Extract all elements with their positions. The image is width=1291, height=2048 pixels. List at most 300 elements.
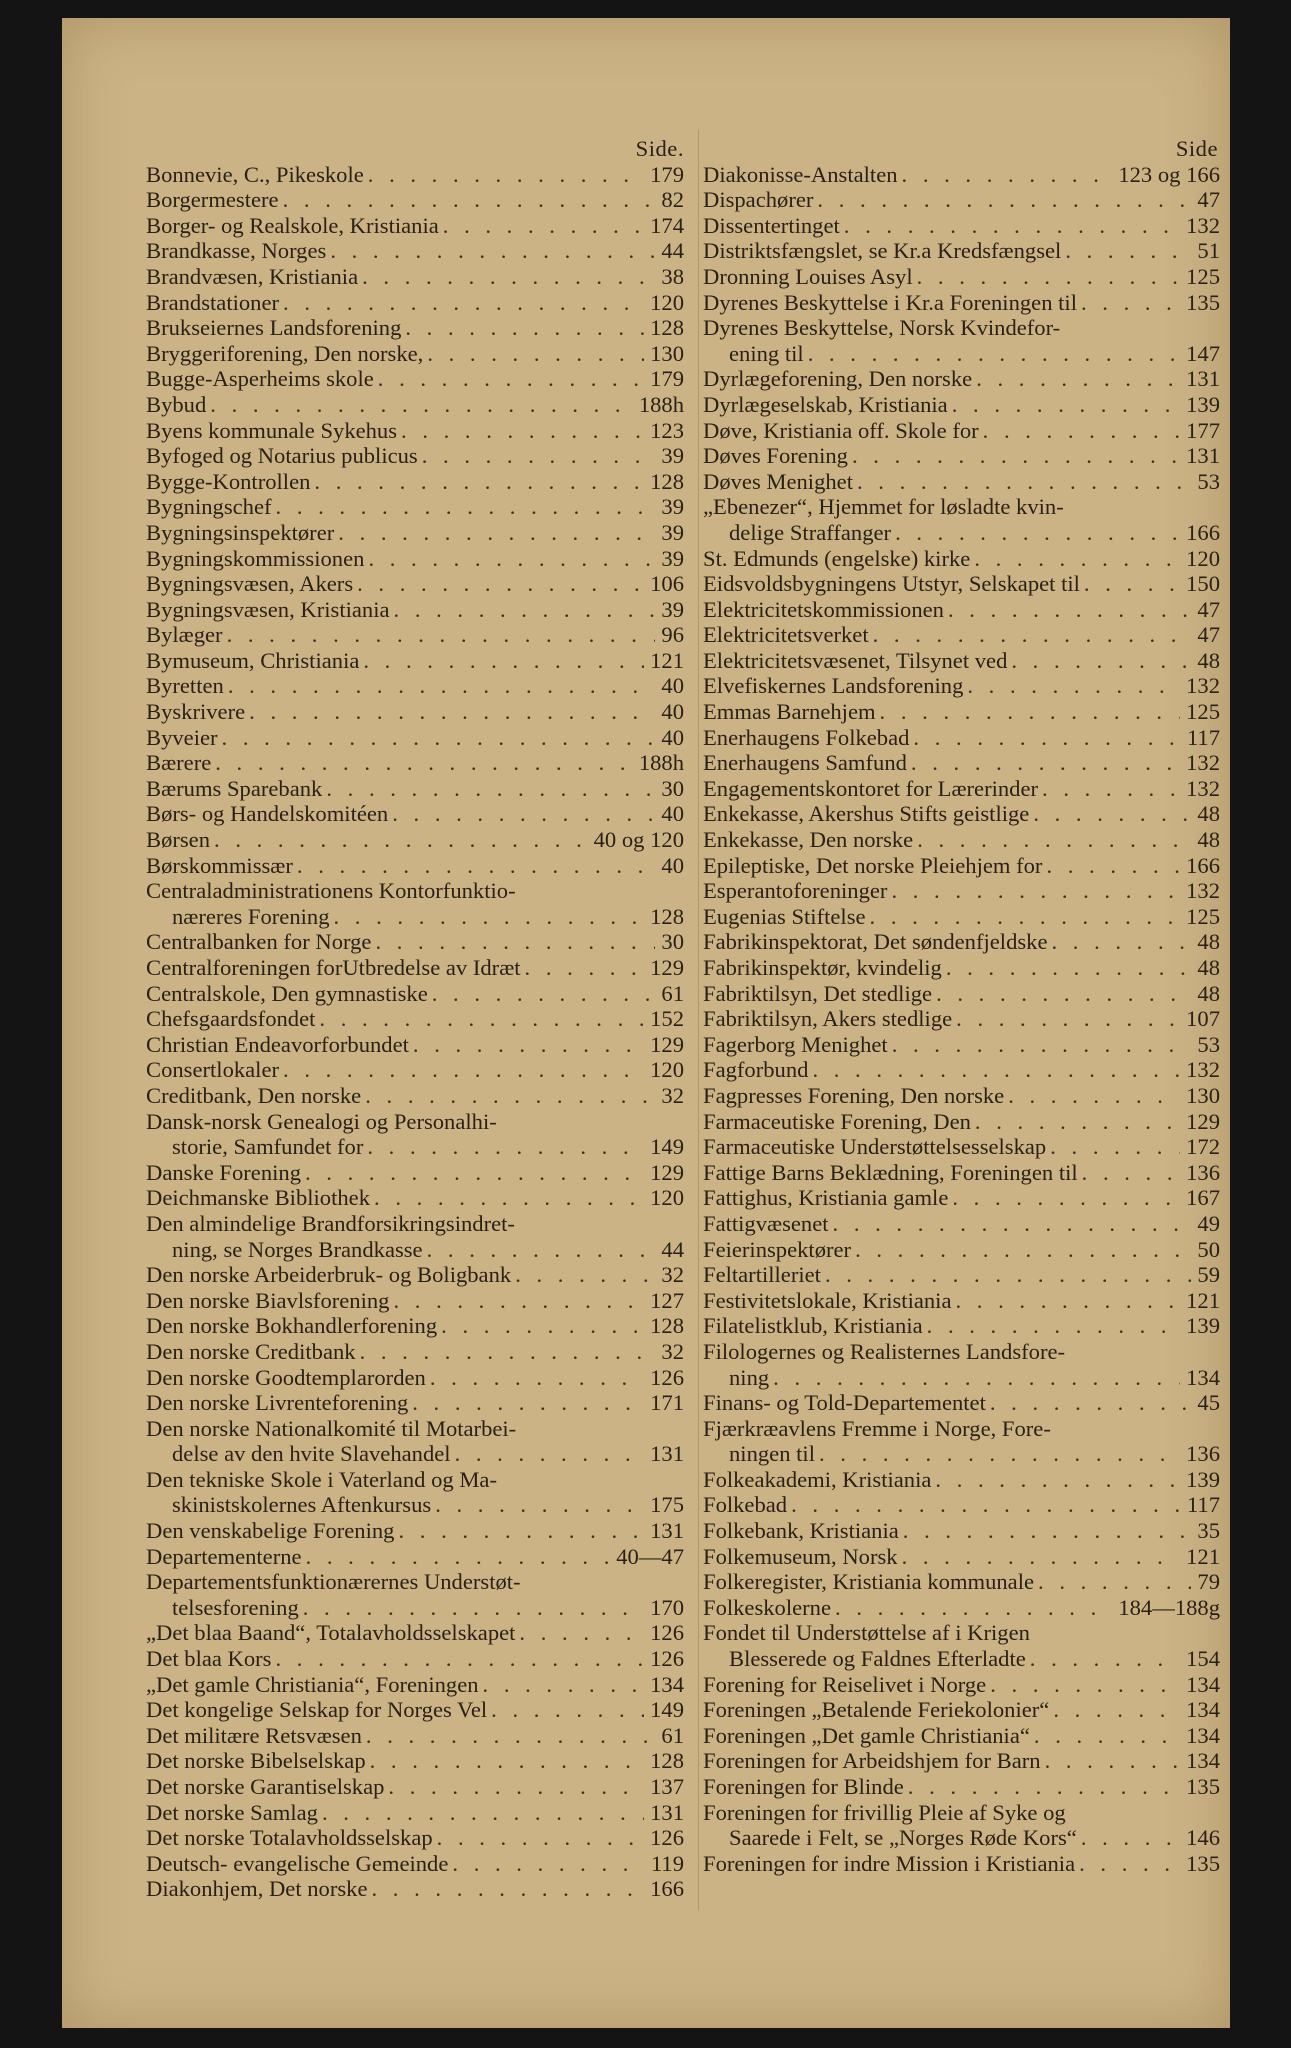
dot-leader bbox=[787, 1492, 1181, 1518]
index-entry bbox=[703, 1083, 1222, 1109]
index-entry bbox=[703, 1697, 1222, 1723]
index-entry bbox=[703, 955, 1222, 981]
index-entry-name: Det norske Samlag bbox=[146, 1799, 318, 1825]
index-entry bbox=[146, 469, 692, 495]
index-entry-name: Det kongelige Selskap for Norges Vel bbox=[146, 1697, 488, 1723]
index-entry-line bbox=[703, 1185, 1222, 1211]
index-entry-name: Døve, Kristiania off. Skole for bbox=[703, 417, 979, 443]
index-entry-name: Bygningskommissionen bbox=[146, 545, 365, 571]
index-page-number: 179 bbox=[650, 161, 684, 187]
index-entry-line bbox=[146, 315, 692, 341]
index-entry-line bbox=[703, 597, 1222, 623]
index-entry bbox=[146, 1825, 692, 1851]
index-entry bbox=[146, 1032, 692, 1058]
index-entry bbox=[703, 1109, 1222, 1135]
index-page-number: 139 bbox=[1186, 1313, 1220, 1339]
dot-leader bbox=[931, 1467, 1180, 1493]
index-entry bbox=[146, 571, 692, 597]
index-entry-continuation bbox=[703, 341, 1222, 367]
index-entry bbox=[703, 853, 1222, 879]
index-entry-continuation bbox=[703, 1441, 1222, 1467]
index-entry bbox=[703, 699, 1222, 725]
index-page-number: 50 bbox=[1197, 1236, 1220, 1262]
index-entry-line bbox=[703, 1569, 1222, 1595]
index-entry-name: Elvefiskernes Landsforening bbox=[703, 673, 964, 699]
index-entry-line bbox=[703, 1390, 1222, 1416]
index-entry bbox=[146, 1876, 692, 1902]
index-entry bbox=[703, 1288, 1222, 1314]
dot-leader bbox=[318, 1800, 644, 1826]
index-page-number: 120 bbox=[650, 1185, 684, 1211]
dot-leader bbox=[948, 1185, 1180, 1211]
index-page-number: 130 bbox=[650, 340, 684, 366]
index-entry-name: Centralskole, Den gymnastiske bbox=[146, 980, 428, 1006]
index-entry bbox=[146, 315, 692, 341]
index-entry-line bbox=[703, 213, 1222, 239]
index-entry-line bbox=[703, 1697, 1222, 1723]
index-entry bbox=[146, 673, 692, 699]
index-entry-name: Feltartilleriet bbox=[703, 1262, 821, 1288]
index-page-number: 136 bbox=[1186, 1441, 1220, 1467]
dot-leader bbox=[1077, 290, 1180, 316]
index-page-number: 45 bbox=[1197, 1390, 1220, 1416]
index-page-number: 126 bbox=[650, 1825, 684, 1851]
dot-leader bbox=[887, 878, 1180, 904]
dot-leader bbox=[1080, 571, 1180, 597]
index-entry-line bbox=[146, 1313, 692, 1339]
index-page-number: 152 bbox=[650, 1006, 684, 1032]
index-entry-name: Diakonisse-Anstalten bbox=[703, 161, 898, 187]
index-entry-name: Elektricitetskommissionen bbox=[703, 596, 944, 622]
index-page-number: 126 bbox=[650, 1364, 684, 1390]
index-entry-line bbox=[703, 162, 1222, 188]
index-entry-name: Bylæger bbox=[146, 622, 223, 648]
left-entry-list bbox=[146, 162, 692, 1902]
index-entry-line bbox=[146, 213, 692, 239]
index-entry-line bbox=[146, 878, 692, 904]
index-page-number: 40 bbox=[661, 724, 684, 750]
index-page-number: 96 bbox=[661, 622, 684, 648]
index-entry-name: Den norske Biavlsforening bbox=[146, 1287, 390, 1313]
index-entry bbox=[703, 801, 1222, 827]
dot-leader bbox=[515, 1620, 644, 1646]
index-entry-line bbox=[146, 1083, 692, 1109]
index-entry-name: Bugge-Asperheims skole bbox=[146, 366, 374, 392]
index-entry bbox=[146, 1288, 692, 1314]
index-entry-name: Fabrikinspektorat, Det søndenfjeldske bbox=[703, 929, 1048, 955]
index-page-number: 134 bbox=[1186, 1671, 1220, 1697]
index-entry bbox=[146, 392, 692, 418]
index-entry-name: Dronning Louises Asyl bbox=[703, 263, 913, 289]
dot-leader bbox=[326, 238, 655, 264]
index-entry-name: delse av den hvite Slavehandel bbox=[172, 1441, 451, 1467]
dot-leader bbox=[302, 1544, 611, 1570]
index-entry bbox=[146, 546, 692, 572]
dot-leader bbox=[979, 418, 1180, 444]
index-entry-line bbox=[703, 622, 1222, 648]
index-entry-line bbox=[146, 1185, 692, 1211]
index-entry-name: Brandvæsen, Kristiania bbox=[146, 263, 359, 289]
index-entry bbox=[703, 213, 1222, 239]
index-entry-name: Foreningen for indre Mission i Kristiania bbox=[703, 1850, 1076, 1876]
index-entry-name: Enkekasse, Akershus Stifts geistlige bbox=[703, 801, 1030, 827]
index-entry bbox=[146, 238, 692, 264]
index-entry-name: Den almindelige Brandforsikringsindret- bbox=[146, 1210, 515, 1236]
index-entry-name: Bygningsinspektører bbox=[146, 519, 335, 545]
index-entry-line bbox=[146, 546, 692, 572]
index-entry-name: Eidsvoldsbygningens Utstyr, Selskapet til bbox=[703, 571, 1080, 597]
index-entry-line bbox=[703, 1313, 1222, 1339]
index-entry bbox=[703, 366, 1222, 392]
index-entry bbox=[703, 1237, 1222, 1263]
index-page-number: 44 bbox=[661, 1236, 684, 1262]
index-entry-line bbox=[146, 1032, 692, 1058]
index-entry-name: „Ebenezer“, Hjemmet for løsladte kvin- bbox=[703, 494, 1064, 520]
index-entry-name: Folkemuseum, Norsk bbox=[703, 1543, 898, 1569]
index-entry-name: ening til bbox=[729, 340, 804, 366]
index-entry bbox=[703, 750, 1222, 776]
index-entry-line bbox=[146, 1569, 692, 1595]
index-entry-line bbox=[703, 1416, 1222, 1442]
dot-leader bbox=[876, 699, 1181, 725]
dot-leader bbox=[293, 853, 656, 879]
dot-leader bbox=[299, 1595, 644, 1621]
index-entry bbox=[703, 1620, 1222, 1671]
index-entry-line bbox=[703, 546, 1222, 572]
index-entry bbox=[703, 1339, 1222, 1390]
dot-leader bbox=[1047, 929, 1191, 955]
index-entry bbox=[703, 1851, 1222, 1877]
index-entry-line bbox=[146, 264, 692, 290]
index-entry-line bbox=[146, 1109, 692, 1135]
index-entry bbox=[146, 1057, 692, 1083]
index-page-number: 44 bbox=[661, 238, 684, 264]
dot-leader bbox=[334, 520, 655, 546]
index-entry bbox=[146, 1646, 692, 1672]
index-entry-line bbox=[146, 290, 692, 316]
index-entry-line bbox=[703, 264, 1222, 290]
index-entry bbox=[146, 366, 692, 392]
index-entry-line bbox=[703, 673, 1222, 699]
dot-leader bbox=[853, 469, 1191, 495]
index-page-number: 149 bbox=[650, 1697, 684, 1723]
index-entry-name: Døves Forening bbox=[703, 443, 848, 469]
index-entry bbox=[703, 238, 1222, 264]
dot-leader bbox=[898, 1544, 1181, 1570]
index-entry-line bbox=[703, 290, 1222, 316]
index-entry-line bbox=[146, 776, 692, 802]
index-page-number: 166 bbox=[650, 1876, 684, 1902]
dot-leader bbox=[986, 1672, 1180, 1698]
dot-leader bbox=[1078, 1160, 1180, 1186]
dot-leader bbox=[1049, 1697, 1180, 1723]
index-entry bbox=[703, 571, 1222, 597]
index-page-number: 177 bbox=[1186, 417, 1220, 443]
index-entry bbox=[146, 1262, 692, 1288]
dot-leader bbox=[869, 622, 1192, 648]
index-entry bbox=[146, 622, 692, 648]
index-page-number: 117 bbox=[1186, 1492, 1220, 1518]
index-entry-continuation bbox=[146, 1441, 692, 1467]
dot-leader bbox=[272, 494, 656, 520]
index-entry-line bbox=[146, 929, 692, 955]
index-page-number: 167 bbox=[1186, 1185, 1220, 1211]
index-entry-line bbox=[703, 1339, 1222, 1365]
index-entry-name: Farmaceutiske Forening, Den bbox=[703, 1108, 971, 1134]
index-entry-name: Det norske Garantiselskap bbox=[146, 1774, 385, 1799]
index-entry-name: Dispachører bbox=[703, 187, 814, 213]
dot-leader bbox=[322, 776, 655, 802]
index-entry bbox=[703, 1211, 1222, 1237]
dot-leader bbox=[942, 955, 1192, 981]
index-entry-line bbox=[146, 187, 692, 213]
index-entry-name: Emmas Barnehjem bbox=[703, 699, 876, 725]
dot-leader bbox=[971, 1109, 1180, 1135]
index-page-number: 131 bbox=[650, 1518, 684, 1544]
right-entry-list bbox=[703, 162, 1222, 1877]
index-page-number: 129 bbox=[650, 1031, 684, 1057]
index-entry bbox=[146, 494, 692, 520]
index-entry-continuation bbox=[146, 1134, 692, 1160]
index-entry-line bbox=[146, 469, 692, 495]
dot-leader bbox=[909, 725, 1181, 751]
index-page-number: 132 bbox=[1186, 775, 1220, 801]
index-entry-name: „Det blaa Baand“, Totalavholdsselskapet bbox=[146, 1620, 516, 1646]
dot-leader bbox=[923, 1313, 1180, 1339]
index-entry-line bbox=[146, 418, 692, 444]
index-entry-name: Danske Forening bbox=[146, 1159, 301, 1185]
index-entry bbox=[703, 827, 1222, 853]
dot-leader bbox=[210, 827, 588, 853]
index-page-number: 121 bbox=[1186, 1543, 1220, 1569]
dot-leader bbox=[362, 1723, 656, 1749]
index-entry bbox=[703, 1006, 1222, 1032]
index-entry bbox=[146, 443, 692, 469]
index-page-number: 134 bbox=[1186, 1697, 1220, 1723]
index-entry bbox=[703, 776, 1222, 802]
index-entry-line bbox=[703, 1057, 1222, 1083]
index-entry-name: Byretten bbox=[146, 673, 224, 699]
index-entry-line bbox=[146, 1160, 692, 1186]
dot-leader bbox=[364, 546, 655, 572]
index-page-number: 38 bbox=[661, 263, 684, 289]
index-entry-line bbox=[146, 622, 692, 648]
index-entry bbox=[146, 597, 692, 623]
index-entry bbox=[703, 1032, 1222, 1058]
index-page-number: 135 bbox=[1186, 289, 1220, 315]
dot-leader bbox=[808, 1057, 1180, 1083]
index-entry bbox=[703, 392, 1222, 418]
dot-leader bbox=[932, 981, 1191, 1007]
index-entry-name: Bygningsvæsen, Kristiania bbox=[146, 596, 390, 622]
index-entry bbox=[146, 1160, 692, 1186]
index-page-number: 35 bbox=[1197, 1518, 1220, 1544]
index-entry bbox=[146, 1748, 692, 1774]
dot-leader bbox=[358, 264, 655, 290]
index-entry-name: Byskrivere bbox=[146, 699, 246, 725]
index-entry bbox=[146, 1620, 692, 1646]
index-entry-name: Diakonhjem, Det norske bbox=[146, 1876, 368, 1902]
index-entry bbox=[703, 1723, 1222, 1749]
index-entry bbox=[146, 776, 692, 802]
index-entry-line bbox=[146, 1697, 692, 1723]
index-page-number: 48 bbox=[1197, 647, 1220, 673]
index-page-number: 170 bbox=[650, 1594, 684, 1620]
dot-leader bbox=[1038, 776, 1180, 802]
index-entry-line bbox=[146, 827, 692, 853]
index-entry bbox=[146, 648, 692, 674]
index-entry bbox=[146, 1109, 692, 1160]
index-entry bbox=[146, 1697, 692, 1723]
index-entry bbox=[146, 981, 692, 1007]
index-entry bbox=[146, 1800, 692, 1826]
index-entry-line bbox=[146, 443, 692, 469]
index-entry bbox=[703, 981, 1222, 1007]
index-entry-name: Den tekniske Skole i Vaterland og Ma- bbox=[146, 1466, 497, 1492]
index-entry-name: Børsen bbox=[146, 827, 211, 853]
index-page-number: 131 bbox=[1186, 443, 1220, 469]
index-entry-name: Det norske Bibelselskap bbox=[146, 1748, 366, 1774]
index-entry-continuation bbox=[146, 1595, 692, 1621]
index-page-number: 30 bbox=[661, 929, 684, 955]
index-entry-line bbox=[146, 238, 692, 264]
index-entry bbox=[146, 878, 692, 929]
index-entry bbox=[146, 264, 692, 290]
index-entry-line bbox=[703, 366, 1222, 392]
index-entry bbox=[146, 1365, 692, 1391]
dot-leader bbox=[851, 1237, 1191, 1263]
index-entry-name: Dansk-norsk Genealogi og Personalhi- bbox=[146, 1108, 497, 1134]
index-entry bbox=[703, 418, 1222, 444]
index-entry-line bbox=[146, 1646, 692, 1672]
column-divider bbox=[698, 130, 699, 1910]
index-page-number: 79 bbox=[1197, 1569, 1220, 1595]
index-entry-name: Bryggeriforening, Den norske, bbox=[146, 340, 424, 366]
index-entry-name: Bybud bbox=[146, 391, 207, 417]
index-entry-name: ning, se Norges Brandkasse bbox=[172, 1236, 423, 1262]
index-entry bbox=[703, 622, 1222, 648]
index-entry-line bbox=[146, 1723, 692, 1749]
index-entry-line bbox=[703, 1595, 1222, 1621]
index-page-number: 128 bbox=[650, 468, 684, 494]
index-entry bbox=[146, 520, 692, 546]
index-entry bbox=[703, 315, 1222, 366]
index-entry-name: Elektricitetsvæsenet, Tilsynet ved bbox=[703, 647, 1008, 673]
index-entry-line bbox=[703, 827, 1222, 853]
index-page-number: 129 bbox=[1186, 1108, 1220, 1134]
index-entry-name: Enkekasse, Den norske bbox=[703, 827, 914, 853]
index-page-number: 188h bbox=[638, 750, 684, 776]
index-entry bbox=[703, 1134, 1222, 1160]
index-entry-name: Bygge-Kontrollen bbox=[146, 468, 311, 494]
index-page-number: 129 bbox=[650, 1159, 684, 1185]
index-entry-line bbox=[146, 1544, 692, 1570]
index-entry bbox=[703, 1595, 1222, 1621]
index-entry-line bbox=[703, 1083, 1222, 1109]
index-entry-name: Det norske Totalavholdsselskap bbox=[146, 1825, 433, 1851]
index-entry bbox=[703, 494, 1222, 545]
dot-leader bbox=[409, 1032, 644, 1058]
index-entry-name: Bærums Sparebank bbox=[146, 775, 323, 801]
dot-leader bbox=[364, 162, 644, 188]
index-page-number: 135 bbox=[1186, 1850, 1220, 1876]
index-page-number: 149 bbox=[650, 1134, 684, 1160]
index-entry-line bbox=[146, 1825, 692, 1851]
dot-leader bbox=[394, 1518, 644, 1544]
index-page-number: 32 bbox=[661, 1082, 684, 1108]
dot-leader bbox=[1007, 648, 1191, 674]
index-page-number: 137 bbox=[650, 1774, 684, 1799]
index-page-number: 136 bbox=[1186, 1159, 1220, 1185]
index-page-number: 139 bbox=[1186, 391, 1220, 417]
index-page-number: 184—188g bbox=[1118, 1594, 1220, 1620]
dot-leader bbox=[371, 929, 655, 955]
index-page-number: 125 bbox=[1186, 903, 1220, 929]
index-entry bbox=[146, 750, 692, 776]
index-entry-name: ning bbox=[729, 1364, 770, 1390]
dot-leader bbox=[829, 1211, 1192, 1237]
index-page-number: 59 bbox=[1197, 1262, 1220, 1288]
index-page-number: 134 bbox=[1186, 1722, 1220, 1748]
dot-leader bbox=[769, 1365, 1180, 1391]
right-column-header: Side bbox=[1175, 136, 1218, 161]
dot-leader bbox=[437, 1313, 644, 1339]
index-entry-name: Fabrikinspektør, kvindelig bbox=[703, 955, 942, 980]
index-page-number: 123 bbox=[650, 417, 684, 443]
index-page-number: 40 bbox=[661, 673, 684, 699]
dot-leader bbox=[279, 187, 656, 213]
index-entry-line bbox=[146, 1288, 692, 1314]
index-page-number: 106 bbox=[650, 571, 684, 597]
index-entry-line bbox=[703, 1467, 1222, 1493]
dot-leader bbox=[813, 187, 1191, 213]
index-entry-name: Enerhaugens Folkebad bbox=[703, 724, 910, 750]
index-entry-name: Fattighus, Kristiania gamle bbox=[703, 1185, 949, 1211]
index-entry-name: Fjærkræavlens Fremme i Norge, Fore- bbox=[703, 1415, 1051, 1441]
index-entry-name: Dyrenes Beskyttelse, Norsk Kvindefor- bbox=[703, 315, 1061, 341]
index-entry bbox=[703, 1518, 1222, 1544]
index-page-number: 53 bbox=[1197, 468, 1220, 494]
index-entry bbox=[146, 699, 692, 725]
right-index-column bbox=[703, 136, 1222, 1876]
index-page-number: 123 og 166 bbox=[1118, 161, 1220, 187]
index-entry-line bbox=[146, 571, 692, 597]
index-page-number: 179 bbox=[650, 366, 684, 392]
index-entry bbox=[703, 1185, 1222, 1211]
index-entry-name: Den venskabelige Forening bbox=[146, 1518, 395, 1544]
dot-leader bbox=[821, 1262, 1191, 1288]
index-entry-name: Dyrenes Beskyttelse i Kr.a Foreningen til bbox=[703, 289, 1077, 315]
index-page-number: 40 bbox=[661, 801, 684, 827]
index-entry-name: Byveier bbox=[146, 724, 218, 750]
dot-leader bbox=[1034, 1569, 1191, 1595]
index-page-number: 51 bbox=[1197, 238, 1220, 264]
dot-leader bbox=[521, 955, 645, 981]
index-entry-name: Elektricitetsverket bbox=[703, 622, 869, 648]
index-entry-line bbox=[703, 725, 1222, 751]
index-page-number: 146 bbox=[1186, 1825, 1220, 1851]
index-page-number: 166 bbox=[1186, 852, 1220, 878]
dot-leader bbox=[397, 418, 644, 444]
index-entry bbox=[146, 1774, 692, 1800]
index-entry bbox=[703, 1748, 1222, 1774]
dot-leader bbox=[963, 673, 1180, 699]
dot-leader bbox=[1026, 1646, 1180, 1672]
index-page-number: 120 bbox=[650, 1057, 684, 1083]
index-page-number: 132 bbox=[1186, 750, 1220, 776]
index-entry-name: Departementerne bbox=[146, 1543, 302, 1569]
index-entry-line bbox=[703, 1237, 1222, 1263]
